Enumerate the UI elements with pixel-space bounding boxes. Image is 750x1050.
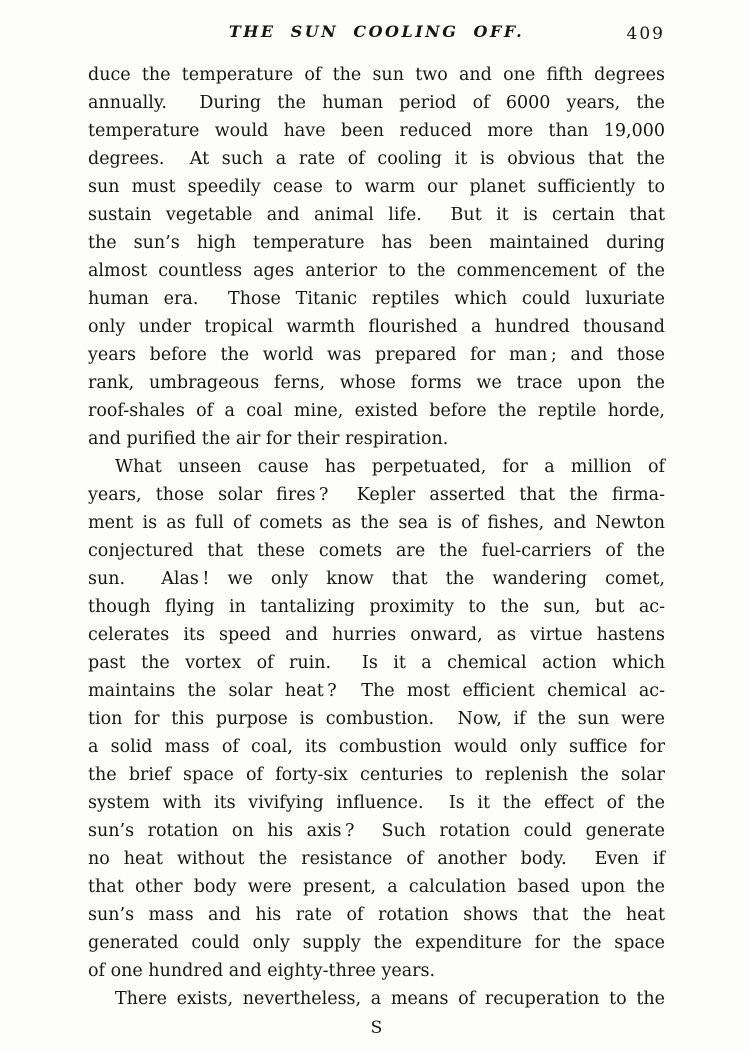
text-line: sustain vegetable and animal life. But it is certain that: [88, 205, 665, 225]
text-line: sun’s mass and his rate of rotation shows that the heat: [88, 905, 665, 925]
text-line: sun. Alas ! we only know that the wandering comet,: [88, 569, 665, 589]
text-line: of one hundred and eighty-three years.: [88, 961, 436, 981]
text-line: the brief space of forty-six centuries to replenish the solar: [88, 765, 665, 785]
text-line: years, those solar fires ? Kepler asserted that the firma-: [88, 485, 665, 505]
text-line: annually. During the human period of 6000 years, the: [88, 93, 665, 113]
text-line: and purified the air for their respiration.: [88, 429, 449, 449]
text-line: There exists, nevertheless, a means of recuperation to the: [115, 989, 665, 1009]
page-header: [88, 22, 665, 48]
text-line: only under tropical warmth flourished a hundred thousand: [88, 317, 665, 337]
text-line: degrees. At such a rate of cooling it is obvious that the: [88, 149, 665, 169]
text-line: human era. Those Titanic reptiles which could luxuriate: [88, 289, 665, 309]
text-line: the sun’s high temperature has been maintained during: [88, 233, 665, 253]
text-line: almost countless ages anterior to the commencement of the: [88, 261, 665, 281]
text-line: tion for this purpose is combustion. Now, if the sun were: [88, 709, 665, 729]
page-number: 409: [626, 24, 665, 44]
text-line: What unseen cause has perpetuated, for a million of: [115, 457, 665, 477]
text-line: though flying in tantalizing proximity to the sun, but ac-: [88, 597, 665, 617]
text-line: a solid mass of coal, its combustion would only suffice for: [88, 737, 665, 757]
text-line: maintains the solar heat ? The most efficient chemical ac-: [88, 681, 665, 701]
text-line: ment is as full of comets as the sea is of fishes, and Newton: [88, 513, 665, 533]
text-line: years before the world was prepared for man ; and those: [88, 345, 665, 365]
text-line: duce the temperature of the sun two and one fifth degrees: [88, 65, 665, 85]
text-line: system with its vivifying influence. Is it the effect of the: [88, 793, 665, 813]
signature-mark: S: [370, 1018, 383, 1038]
text-line: generated could only supply the expenditure for the space: [88, 933, 665, 953]
text-line: rank, umbrageous ferns, whose forms we trace upon the: [88, 373, 665, 393]
text-line: celerates its speed and hurries onward, as virtue hastens: [88, 625, 665, 645]
text-line: sun’s rotation on his axis ? Such rotation could generate: [88, 821, 665, 841]
running-title: THE SUN COOLING OFF.: [228, 22, 525, 41]
text-line: that other body were present, a calculation based upon the: [88, 877, 665, 897]
page-body: [88, 61, 665, 1013]
text-line: sun must speedily cease to warm our planet sufficiently to: [88, 177, 665, 197]
text-line: temperature would have been reduced more than 19,000: [88, 121, 665, 141]
text-line: no heat without the resistance of another body. Even if: [88, 849, 665, 869]
text-line: conjectured that these comets are the fuel-carriers of the: [88, 541, 665, 561]
text-line: past the vortex of ruin. Is it a chemical action which: [88, 653, 665, 673]
text-line: roof-shales of a coal mine, existed before the reptile horde,: [88, 401, 665, 421]
